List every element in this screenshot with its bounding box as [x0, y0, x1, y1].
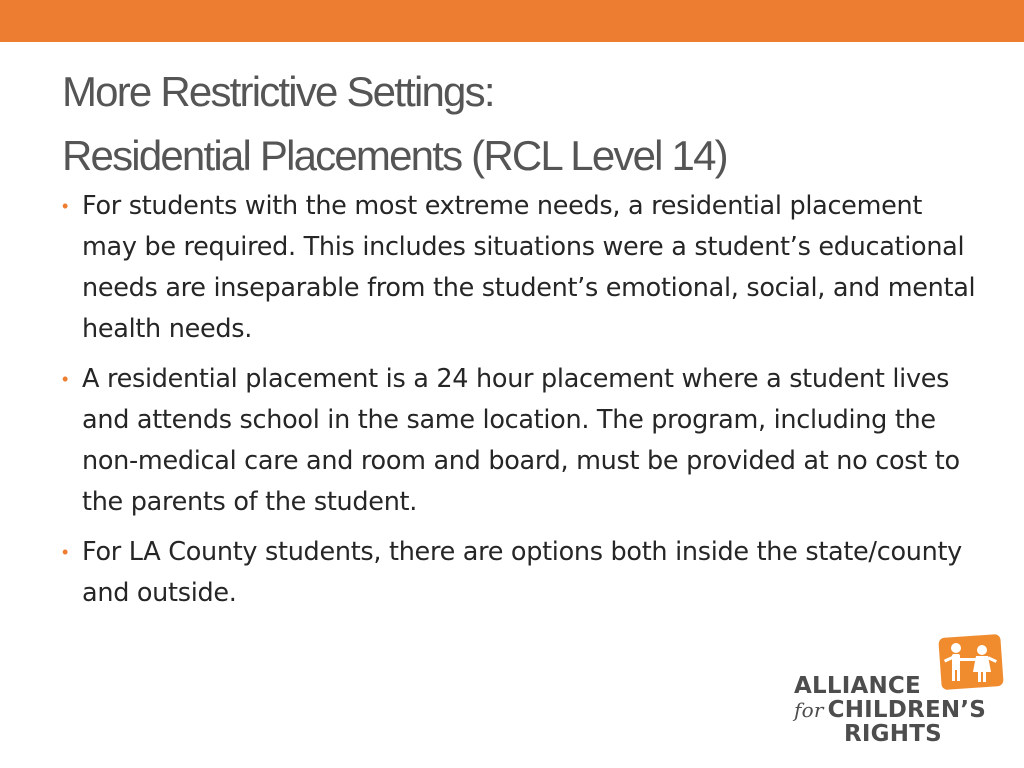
title-line-2: Residential Placements (RCL Level 14) [62, 132, 727, 179]
alliance-for-childrens-rights-logo [790, 628, 1010, 748]
bullet-icon: • [62, 369, 69, 389]
bullet-item [62, 532, 982, 614]
children-holding-hands-icon [934, 632, 1006, 692]
bullet-icon: • [62, 196, 69, 216]
bullet-text: For students with the most extreme needs, a residential placement may be required. This includes situations were a student’s educational needs are inseparable from the student’s emotional, social, and mental health needs. [82, 191, 976, 344]
top-accent-bar [0, 0, 1024, 42]
logo-text-rights: RIGHTS [844, 721, 942, 747]
bullet-text: For LA County students, there are options both inside the state/county and outside. [82, 537, 962, 608]
logo-text-childrens [794, 698, 986, 722]
logo-text-for: for [794, 698, 824, 722]
slide-title [62, 60, 982, 188]
bullet-item [62, 359, 982, 523]
title-line-1: More Restrictive Settings: [62, 68, 494, 115]
bullet-list [62, 186, 982, 623]
logo-text-childrens-word: CHILDREN’S [827, 697, 987, 723]
bullet-text: A residential placement is a 24 hour placement where a student lives and attends school in the same location. The program, including the non-medical care and room and board, must be provided at no cost to the parents of the student. [82, 364, 960, 517]
bullet-item [62, 186, 982, 350]
logo-text-alliance: ALLIANCE [794, 673, 921, 699]
bullet-icon: • [62, 542, 69, 562]
